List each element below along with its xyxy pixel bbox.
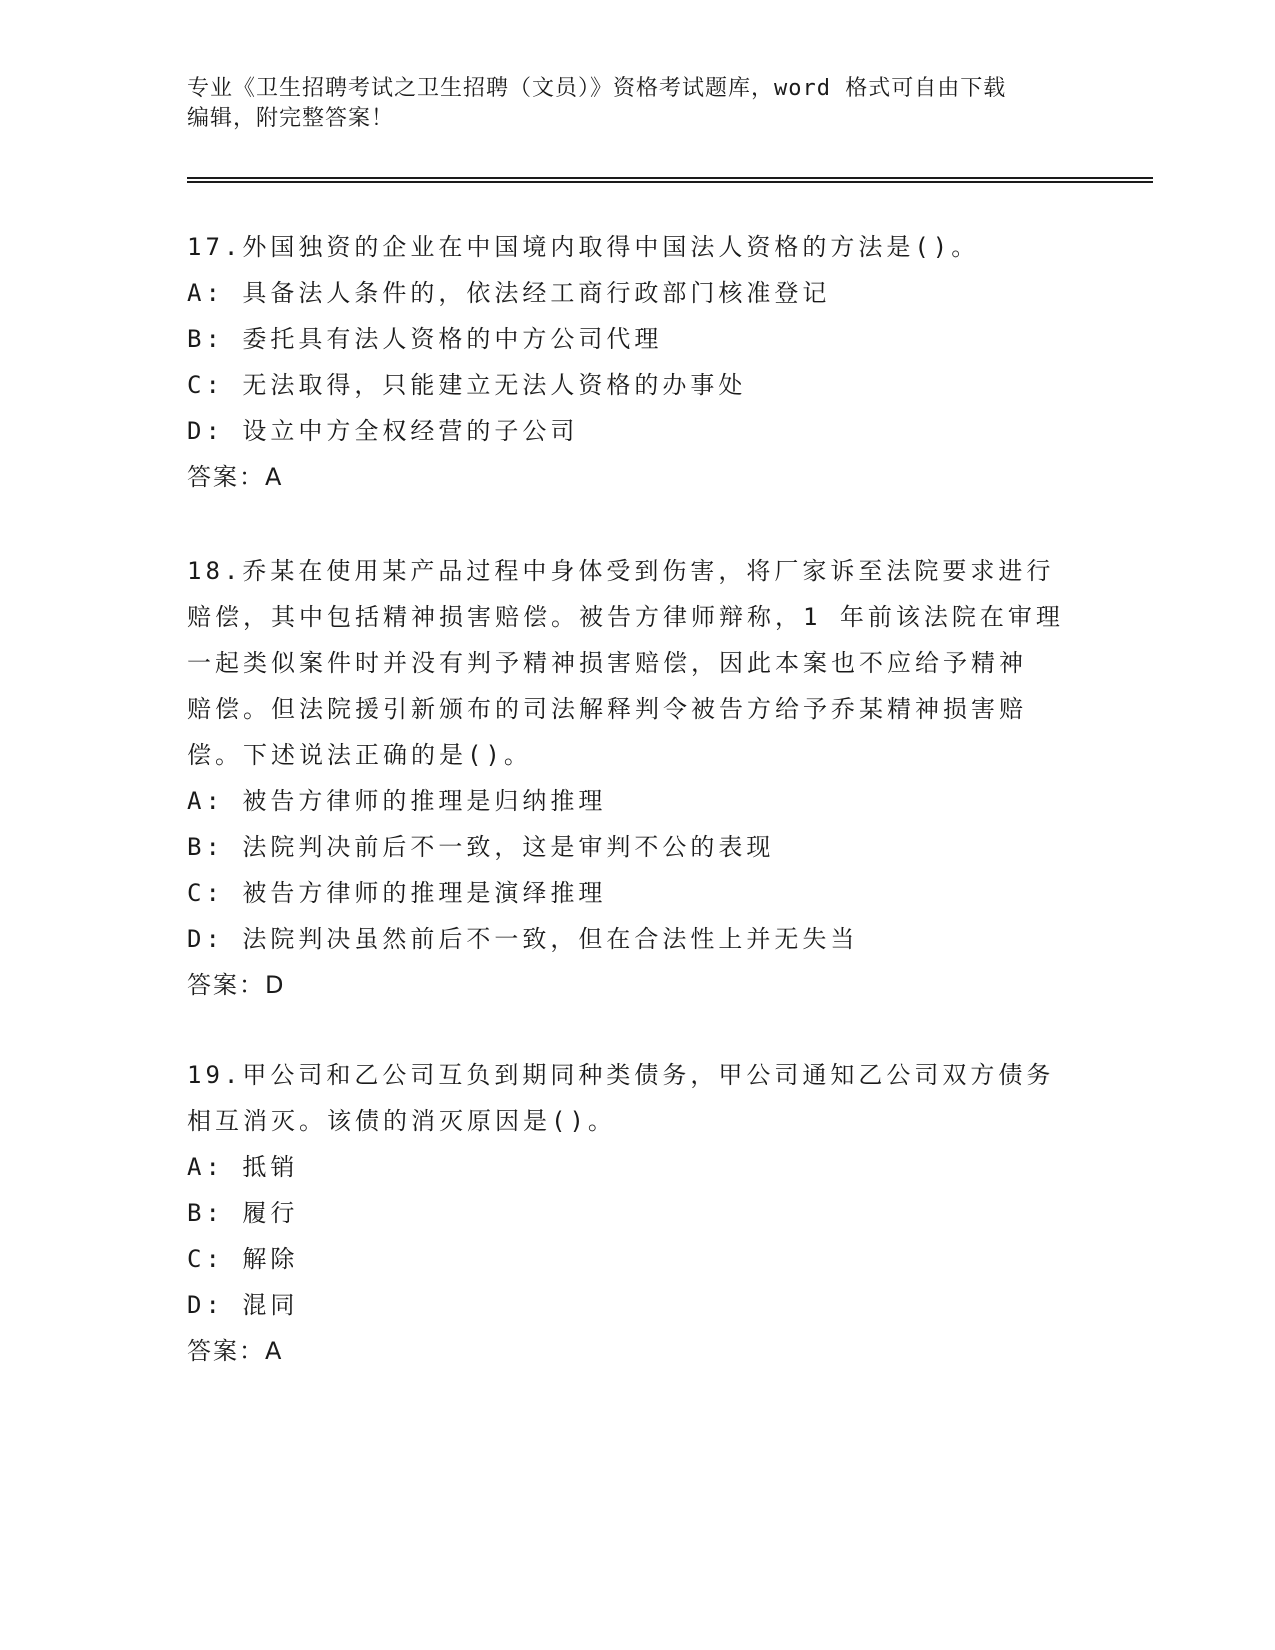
question-17 (187, 224, 1087, 500)
option-b: B: 委托具有法人资格的中方公司代理 (187, 325, 663, 353)
option-a: A: 具备法人条件的，依法经工商行政部门核准登记 (187, 279, 831, 307)
option-c: C: 被告方律师的推理是演绎推理 (187, 879, 607, 907)
question-stem: 18.乔某在使用某产品过程中身体受到伤害，将厂家诉至法院要求进行 (187, 557, 1055, 585)
question-18 (187, 548, 1087, 1008)
question-stem: 19.甲公司和乙公司互负到期同种类债务，甲公司通知乙公司双方债务 (187, 1061, 1055, 1089)
option-b: B: 法院判决前后不一致，这是审判不公的表现 (187, 833, 775, 861)
question-stem: 赔偿。但法院援引新颁布的司法解释判令被告方给予乔某精神损害赔 (187, 695, 1027, 723)
answer-label: 答案：A (187, 463, 284, 491)
option-c: C: 解除 (187, 1245, 299, 1273)
header-line-2: 编辑，附完整答案！ (187, 106, 395, 131)
option-a: A: 被告方律师的推理是归纳推理 (187, 787, 607, 815)
document-header (187, 74, 1087, 134)
answer-label: 答案：D (187, 971, 286, 999)
question-stem: 赔偿，其中包括精神损害赔偿。被告方律师辩称，1 年前该法院在审理 (187, 603, 1064, 631)
question-19 (187, 1052, 1087, 1374)
header-divider (187, 177, 1153, 183)
option-b: B: 履行 (187, 1199, 299, 1227)
header-line-1: 专业《卫生招聘考试之卫生招聘（文员）》资格考试题库，word 格式可自由下载 (187, 76, 1007, 101)
option-c: C: 无法取得，只能建立无法人资格的办事处 (187, 371, 747, 399)
option-a: A: 抵销 (187, 1153, 299, 1181)
question-stem: 偿。下述说法正确的是()。 (187, 741, 532, 769)
answer-label: 答案：A (187, 1337, 284, 1365)
question-stem: 相互消灭。该债的消灭原因是()。 (187, 1107, 616, 1135)
option-d: D: 设立中方全权经营的子公司 (187, 417, 579, 445)
question-stem: 17.外国独资的企业在中国境内取得中国法人资格的方法是()。 (187, 233, 980, 261)
option-d: D: 混同 (187, 1291, 299, 1319)
question-stem: 一起类似案件时并没有判予精神损害赔偿，因此本案也不应给予精神 (187, 649, 1027, 677)
option-d: D: 法院判决虽然前后不一致，但在合法性上并无失当 (187, 925, 859, 953)
